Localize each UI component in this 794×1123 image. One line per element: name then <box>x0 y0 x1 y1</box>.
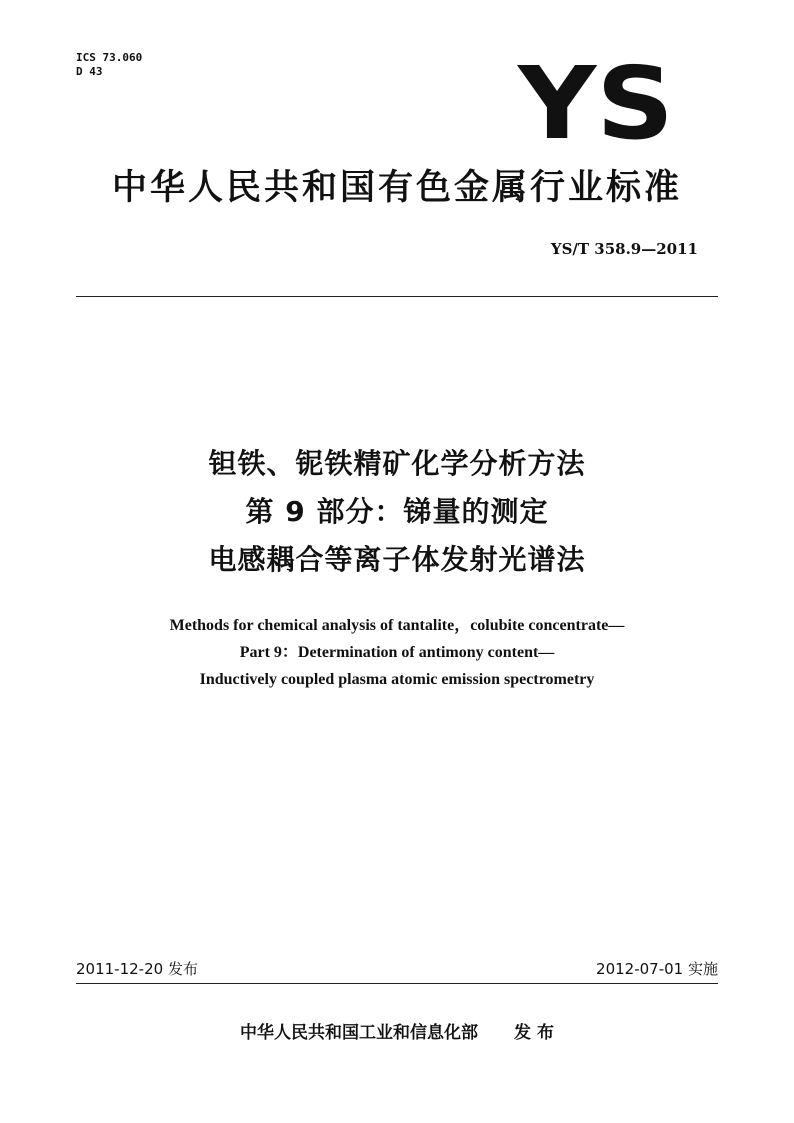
top-divider <box>76 296 718 297</box>
chinese-title <box>0 440 794 584</box>
ics-code: ICS 73.060 <box>76 51 143 64</box>
english-title-line-3: Inductively coupled plasma atomic emission spectrometry <box>199 671 595 688</box>
classification-codes <box>76 51 142 79</box>
issue-date: 2011-12-20 发布 <box>76 960 198 978</box>
chinese-title-line-1: 钽铁、铌铁精矿化学分析方法 <box>208 447 586 480</box>
english-title-line-2: Part 9：Determination of antimony content— <box>239 644 555 661</box>
ys-logo <box>516 58 676 142</box>
chinese-title-line-2: 第 9 部分：锑量的测定 <box>245 495 549 528</box>
issuer-name: 中华人民共和国工业和信息化部 <box>240 1023 479 1043</box>
english-title-line-1: Methods for chemical analysis of tantalite，colubite concentrate— <box>169 617 625 634</box>
implementation-date: 2012-07-01 实施 <box>596 960 718 978</box>
ccs-code: D 43 <box>76 65 103 78</box>
organization-title: 中华人民共和国有色金属行业标准 <box>111 168 682 208</box>
issuer-line <box>0 1018 794 1043</box>
chinese-title-line-3: 电感耦合等离子体发射光谱法 <box>208 543 586 576</box>
bottom-divider <box>76 983 718 984</box>
issue-word: 发 布 <box>514 1023 554 1043</box>
ys-logo-text: YS <box>516 58 674 142</box>
english-title <box>0 612 794 693</box>
standard-number: YS/T 358.9—2011 <box>550 240 698 258</box>
